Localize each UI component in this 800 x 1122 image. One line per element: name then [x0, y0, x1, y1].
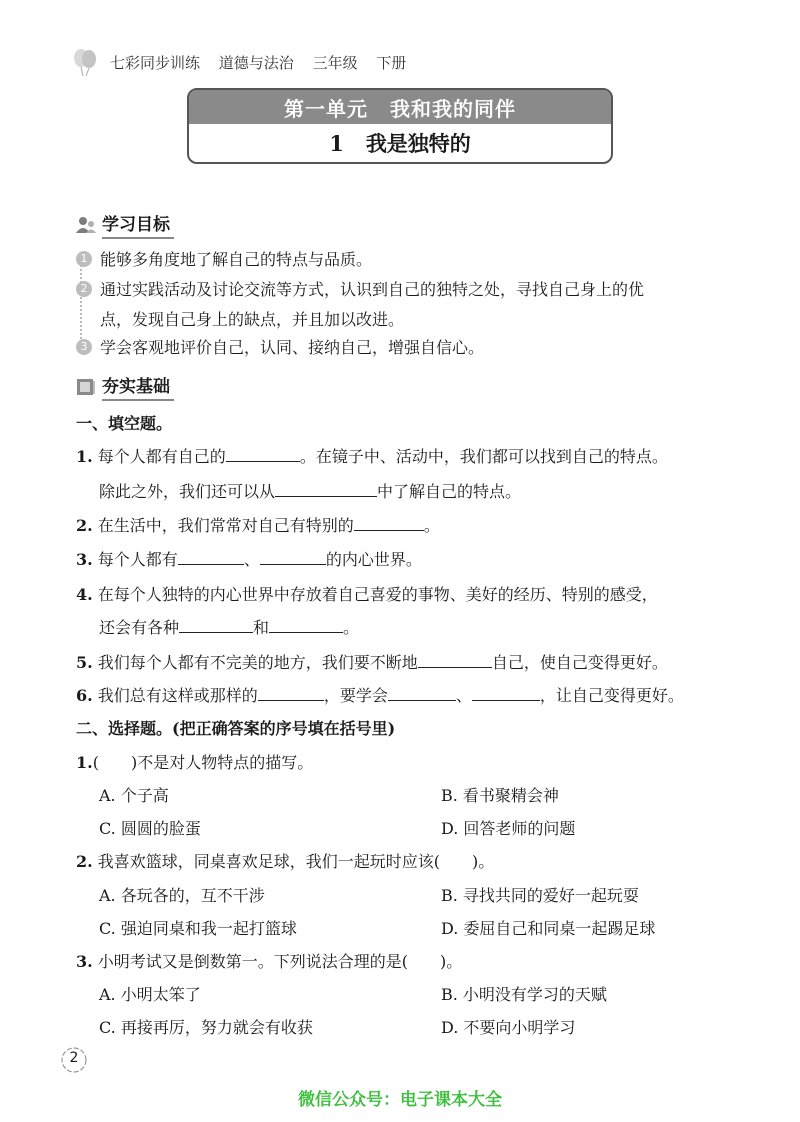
- question-text: ，要学会: [323, 686, 388, 705]
- question-text: 除此之外，我们还可以从: [99, 482, 276, 501]
- question-text: 我们总有这样或那样的: [97, 686, 258, 705]
- option-b[interactable]: B. 看书聚精会神: [441, 786, 559, 805]
- option-a[interactable]: A. 小明太笨了: [99, 985, 201, 1004]
- answer-blank[interactable]: [258, 684, 324, 701]
- subject-name: 道德与法治: [218, 54, 294, 72]
- question-text: 在每个人独特的内心世界中存放着自己喜爱的事物、美好的经历、特别的感受，: [97, 585, 658, 604]
- option-a[interactable]: A. 各玩各的，互不干涉: [99, 886, 265, 905]
- question-text: 小明考试又是倒数第一。下列说法合理的是(: [97, 952, 409, 971]
- question-text: ，让自己变得更好。: [539, 686, 684, 705]
- basics-heading: [76, 372, 174, 401]
- page-number: 2: [69, 1050, 79, 1066]
- choice-question-1: [76, 750, 313, 773]
- answer-blank[interactable]: [418, 651, 492, 668]
- question-number: 1.: [76, 447, 93, 466]
- question-number: 6.: [76, 686, 93, 705]
- question-number: 2.: [76, 516, 93, 535]
- fill-question-2: [76, 513, 440, 536]
- choice-question-3: [76, 949, 462, 972]
- question-text: )。: [440, 952, 463, 971]
- option-a[interactable]: A. 个子高: [99, 786, 169, 805]
- unit-label: 第一单元: [284, 96, 368, 121]
- goal-item: [76, 245, 736, 275]
- running-header: [110, 52, 420, 73]
- fill-question-1-cont: [99, 479, 521, 502]
- question-text: )。: [472, 852, 495, 871]
- question-number: 5.: [76, 653, 93, 672]
- goal-number-badge: 3: [76, 339, 92, 355]
- question-text: 还会有各种: [99, 618, 180, 637]
- question-number: 2.: [76, 852, 93, 871]
- goal-text: 学会客观地评价自己，认同、接纳自己，增强自信心。: [100, 338, 485, 357]
- option-c[interactable]: C. 强迫同桌和我一起打篮球: [99, 919, 297, 938]
- goal-item: [76, 275, 736, 335]
- notebook-icon: [76, 378, 96, 396]
- question-text: 。在镜子中、活动中，我们都可以找到自己的特点。: [299, 447, 668, 466]
- question-text: 的内心世界。: [325, 550, 422, 569]
- option-c[interactable]: C. 圆圆的脸蛋: [99, 819, 201, 838]
- fill-question-6: [76, 683, 684, 706]
- fill-question-4: [76, 582, 658, 605]
- unit-name: 我和我的同伴: [390, 96, 516, 121]
- fill-question-3: [76, 547, 422, 570]
- fill-section-heading: 一、填空题。: [76, 414, 173, 433]
- question-number: 3.: [76, 952, 93, 971]
- choice-section-heading: 二、选择题。(把正确答案的序号填在括号里): [76, 719, 396, 738]
- option-d[interactable]: D. 不要向小明学习: [441, 1018, 576, 1037]
- goal-number-badge: 1: [76, 251, 92, 267]
- fill-question-5: [76, 650, 668, 673]
- question-text: 我喜欢篮球，同桌喜欢足球，我们一起玩时应该(: [97, 852, 441, 871]
- unit-title: [189, 90, 611, 124]
- question-text: 、: [243, 550, 260, 569]
- question-number: 1.: [76, 753, 93, 772]
- basics-heading-label: 夯实基础: [102, 372, 174, 401]
- question-text: 。: [343, 618, 360, 637]
- question-text: )不是对人物特点的描写。: [130, 753, 314, 772]
- answer-blank[interactable]: [260, 548, 326, 565]
- question-text: 、: [455, 686, 472, 705]
- answer-blank[interactable]: [226, 445, 300, 462]
- answer-blank[interactable]: [269, 616, 343, 633]
- grade-name: 三年级: [312, 54, 358, 72]
- lesson-number: 1: [329, 130, 344, 156]
- lesson-title-box: [187, 88, 613, 164]
- question-text: 每个人都有: [97, 550, 178, 569]
- goals-heading-label: 学习目标: [102, 210, 174, 239]
- goal-number-badge: 2: [76, 281, 92, 297]
- question-text: 我们每个人都有不完美的地方，我们要不断地: [97, 653, 418, 672]
- goal-text: 通过实践活动及讨论交流等方式，认识到自己的独特之处，寻找自己身上的优: [100, 280, 645, 299]
- question-text: 自己，使自己变得更好。: [491, 653, 668, 672]
- answer-blank[interactable]: [472, 684, 540, 701]
- choice-question-2: [76, 849, 494, 872]
- option-b[interactable]: B. 小明没有学习的天赋: [441, 985, 607, 1004]
- answer-blank[interactable]: [388, 684, 456, 701]
- goal-item: [76, 333, 736, 363]
- answer-blank[interactable]: [354, 514, 424, 531]
- question-text: 在生活中，我们常常对自己有特别的: [97, 516, 354, 535]
- question-text: 每个人都有自己的: [97, 447, 226, 466]
- goal-text: 点，发现自己身上的缺点，并且加以改进。: [100, 310, 405, 329]
- option-b[interactable]: B. 寻找共同的爱好一起玩耍: [441, 886, 639, 905]
- question-text: 。: [423, 516, 440, 535]
- series-name: 七彩同步训练: [110, 54, 201, 72]
- goals-heading: [76, 210, 174, 239]
- goal-text: 能够多角度地了解自己的特点与品质。: [100, 250, 373, 269]
- answer-blank[interactable]: [275, 480, 377, 497]
- lesson-name: 我是独特的: [365, 131, 471, 156]
- volume-name: 下册: [376, 54, 407, 72]
- option-d[interactable]: D. 回答老师的问题: [441, 819, 576, 838]
- fill-question-1: [76, 444, 668, 467]
- option-c[interactable]: C. 再接再厉，努力就会有收获: [99, 1018, 313, 1037]
- fill-question-4-cont: [99, 615, 359, 638]
- footer-watermark: 微信公众号：电子课本大全: [298, 1090, 502, 1110]
- question-text: 中了解自己的特点。: [377, 482, 522, 501]
- lesson-title: [189, 124, 611, 162]
- question-number: 3.: [76, 550, 93, 569]
- balloon-logo-icon: [72, 48, 98, 78]
- answer-blank[interactable]: [178, 548, 244, 565]
- question-text: 和: [253, 618, 270, 637]
- question-number: 4.: [76, 585, 93, 604]
- question-text: (: [92, 753, 99, 772]
- answer-blank[interactable]: [179, 616, 253, 633]
- people-icon: [76, 216, 96, 234]
- option-d[interactable]: D. 委屈自己和同桌一起踢足球: [441, 919, 656, 938]
